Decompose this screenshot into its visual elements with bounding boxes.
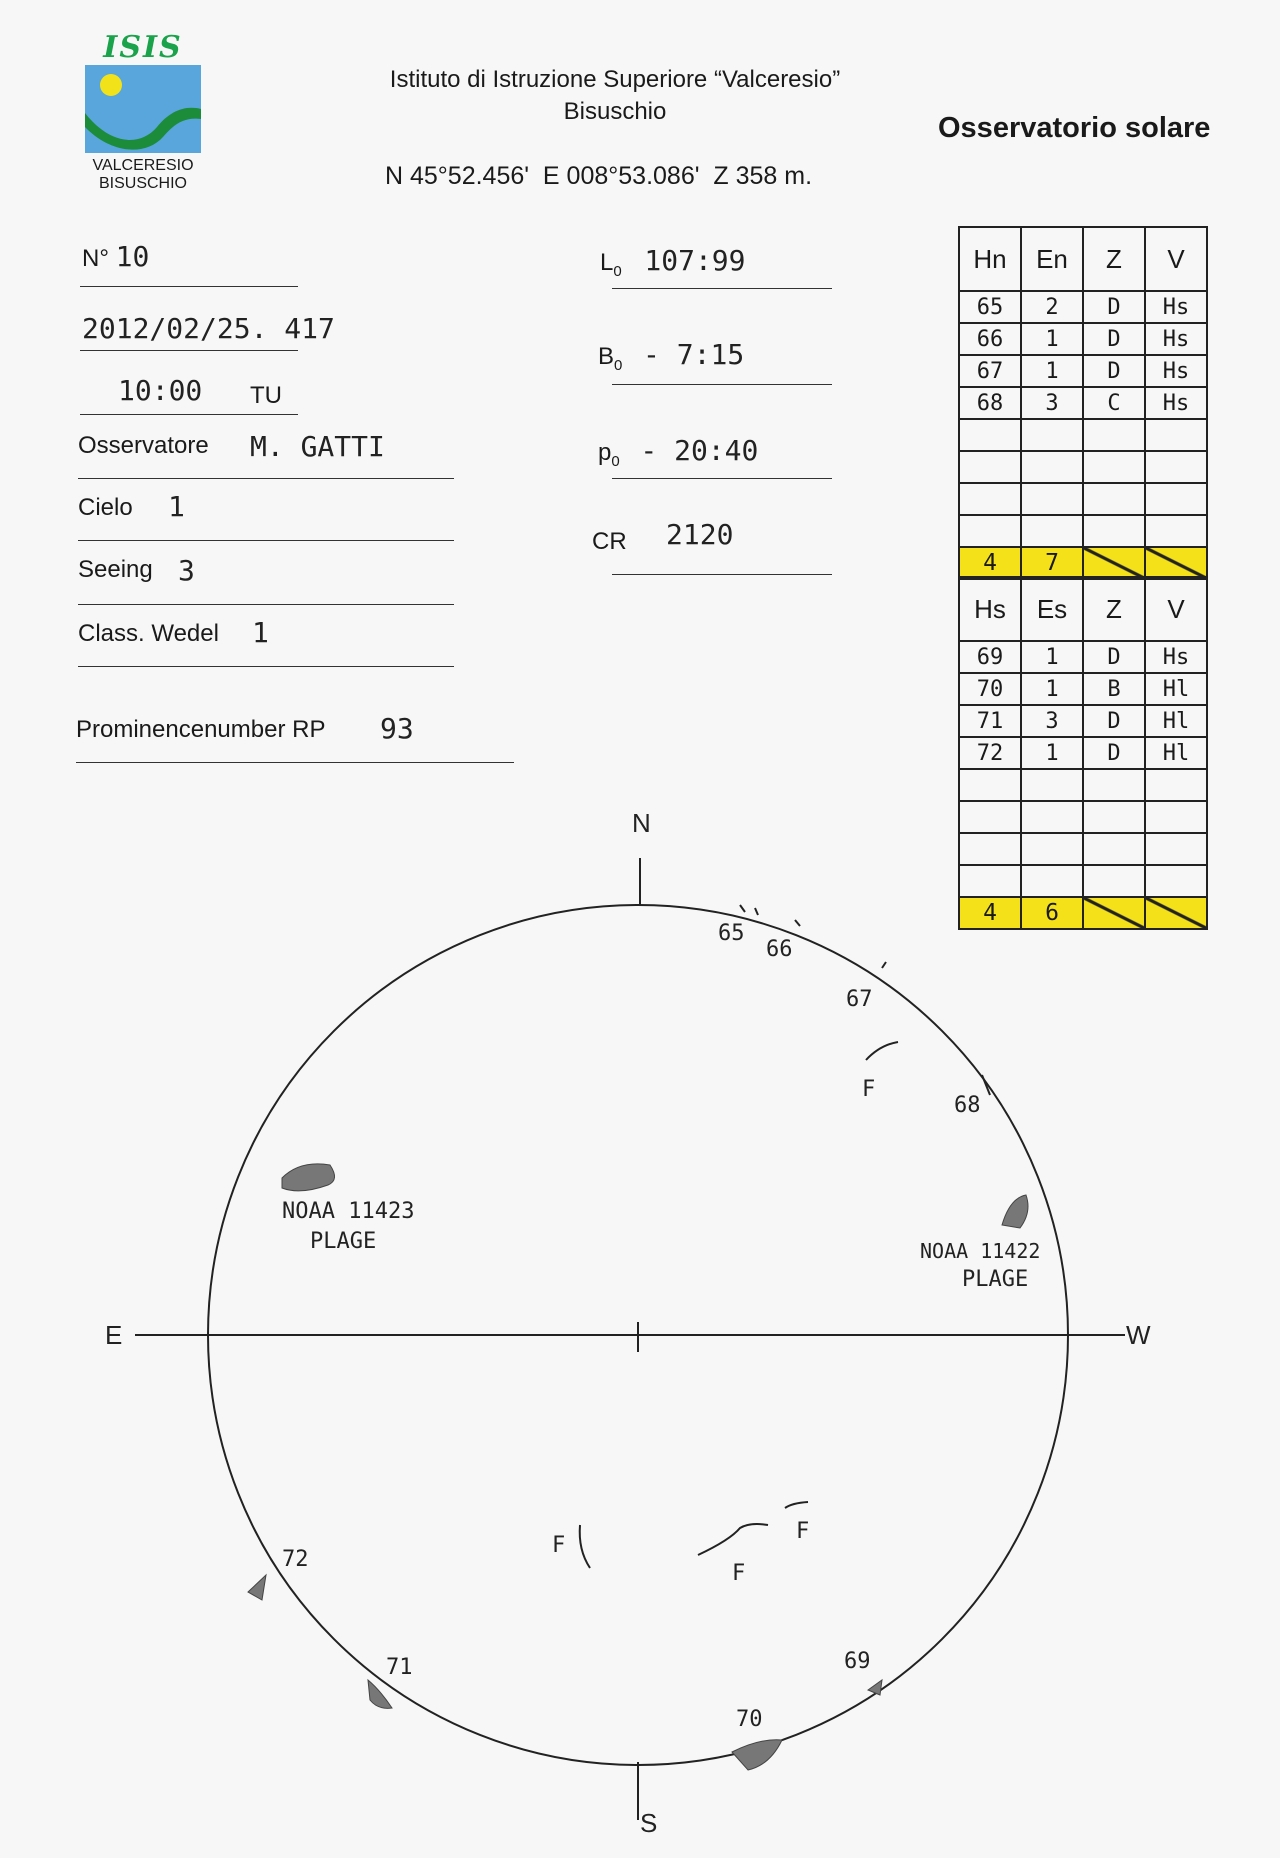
- prominence-67: [882, 962, 886, 968]
- total-cell: 4: [959, 547, 1021, 579]
- cell: Hs: [1145, 641, 1207, 673]
- cell: Hs: [1145, 355, 1207, 387]
- cell: D: [1083, 291, 1145, 323]
- col-header: Z: [1083, 227, 1145, 291]
- compass-n: N: [632, 808, 651, 838]
- date-value: 2012/02/25. 417: [82, 312, 335, 345]
- l0-label: L: [600, 249, 614, 276]
- sky-label: Cielo: [78, 494, 133, 521]
- cell: D: [1083, 355, 1145, 387]
- col-header: En: [1021, 227, 1083, 291]
- label-71: 71: [386, 1655, 413, 1680]
- logo-wordmark: ISIS: [103, 30, 183, 65]
- institute-town: Bisuschio: [563, 98, 667, 125]
- cell: D: [1083, 737, 1145, 769]
- p0-value: - 20:40: [640, 434, 759, 467]
- cell: 70: [959, 673, 1021, 705]
- compass-w: W: [1126, 1320, 1151, 1350]
- cell: 1: [1021, 641, 1083, 673]
- sky-value: 1: [168, 490, 185, 523]
- cell: 66: [959, 323, 1021, 355]
- p0-label: p: [598, 439, 612, 466]
- observer-value: M. GATTI: [250, 430, 385, 463]
- total-cell: 6: [1021, 897, 1083, 929]
- cell: Hl: [1145, 737, 1207, 769]
- cr-value: 2120: [666, 518, 734, 551]
- label-67: 67: [846, 987, 873, 1012]
- seeing-value: 3: [178, 554, 195, 587]
- prominence-69: [868, 1680, 882, 1695]
- b0-sub: 0: [614, 356, 623, 374]
- filament-north: [866, 1042, 898, 1060]
- cell: 65: [959, 291, 1021, 323]
- label-69: 69: [844, 1649, 871, 1674]
- label-noaa-11422: NOAA 11422: [920, 1239, 1041, 1263]
- cell: 1: [1021, 323, 1083, 355]
- label-66: 66: [766, 937, 793, 962]
- seeing-label: Seeing: [78, 556, 153, 583]
- prominence-label: Prominencenumber RP: [76, 716, 326, 743]
- cell: 67: [959, 355, 1021, 387]
- col-header: Z: [1083, 577, 1145, 641]
- prominence-72: [248, 1575, 266, 1600]
- col-header: Es: [1021, 577, 1083, 641]
- cell: 72: [959, 737, 1021, 769]
- cell: 71: [959, 705, 1021, 737]
- logo-text-2: BISUSCHIO: [98, 175, 187, 192]
- number-label: N°: [82, 245, 109, 272]
- label-noaa-11423: NOAA 11423: [282, 1199, 415, 1224]
- prominence-66: [795, 920, 800, 926]
- cell: 1: [1021, 355, 1083, 387]
- cr-label: CR: [592, 528, 627, 555]
- l0-sub: 0: [613, 262, 622, 280]
- cell: Hs: [1145, 387, 1207, 419]
- cell: 3: [1021, 705, 1083, 737]
- cell: 3: [1021, 387, 1083, 419]
- cell: C: [1083, 387, 1145, 419]
- cell: 1: [1021, 737, 1083, 769]
- filament-south-left: [580, 1525, 590, 1568]
- col-header: V: [1145, 577, 1207, 641]
- cell: D: [1083, 323, 1145, 355]
- time-value: 10:00: [118, 374, 203, 407]
- observatory-coords: N 45°52.456' E 008°53.086' Z 358 m.: [385, 162, 813, 190]
- total-cell: 7: [1021, 547, 1083, 579]
- l0-value: 107:99: [644, 244, 746, 277]
- filament-south-right: [785, 1502, 808, 1508]
- label-plage-11423: PLAGE: [310, 1229, 377, 1254]
- p0-sub: 0: [611, 452, 620, 470]
- logo-text-1: VALCERESIO: [92, 157, 194, 174]
- label-68: 68: [954, 1093, 981, 1118]
- col-header: Hn: [959, 227, 1021, 291]
- cell: Hl: [1145, 705, 1207, 737]
- cell: B: [1083, 673, 1145, 705]
- cell: D: [1083, 705, 1145, 737]
- cell: Hs: [1145, 323, 1207, 355]
- cell: 2: [1021, 291, 1083, 323]
- label-65: 65: [718, 921, 745, 946]
- b0-label: B: [598, 343, 615, 370]
- label-filament-1: F: [862, 1077, 876, 1102]
- label-72: 72: [282, 1547, 309, 1572]
- cell: 68: [959, 387, 1021, 419]
- cell: Hl: [1145, 673, 1207, 705]
- label-70: 70: [736, 1707, 763, 1732]
- label-filament-4: F: [796, 1519, 810, 1544]
- prominence-value: 93: [380, 712, 414, 745]
- plage-11422: [1002, 1195, 1028, 1228]
- prominence-65: [740, 905, 758, 915]
- wedel-label: Class. Wedel: [78, 620, 219, 647]
- observer-label: Osservatore: [78, 432, 209, 459]
- compass-s: S: [640, 1808, 658, 1838]
- cell: D: [1083, 641, 1145, 673]
- label-filament-2: F: [552, 1533, 566, 1558]
- b0-value: - 7:15: [643, 338, 745, 371]
- institute-name: Istituto di Istruzione Superiore “Valceresio”: [389, 66, 841, 93]
- total-cell: 4: [959, 897, 1021, 929]
- cell: Hs: [1145, 291, 1207, 323]
- filament-south-mid: [698, 1524, 768, 1555]
- cell: 69: [959, 641, 1021, 673]
- col-header: V: [1145, 227, 1207, 291]
- label-plage-11422: PLAGE: [962, 1267, 1029, 1292]
- number-value: 10: [115, 240, 150, 273]
- prominence-70: [732, 1740, 782, 1770]
- page-title: Osservatorio solare: [938, 112, 1211, 144]
- wedel-value: 1: [252, 616, 269, 649]
- plage-11423: [282, 1164, 335, 1191]
- compass-e: E: [105, 1320, 123, 1350]
- cell: 1: [1021, 673, 1083, 705]
- col-header: Hs: [959, 577, 1021, 641]
- label-filament-3: F: [732, 1561, 746, 1586]
- time-unit: TU: [250, 382, 282, 409]
